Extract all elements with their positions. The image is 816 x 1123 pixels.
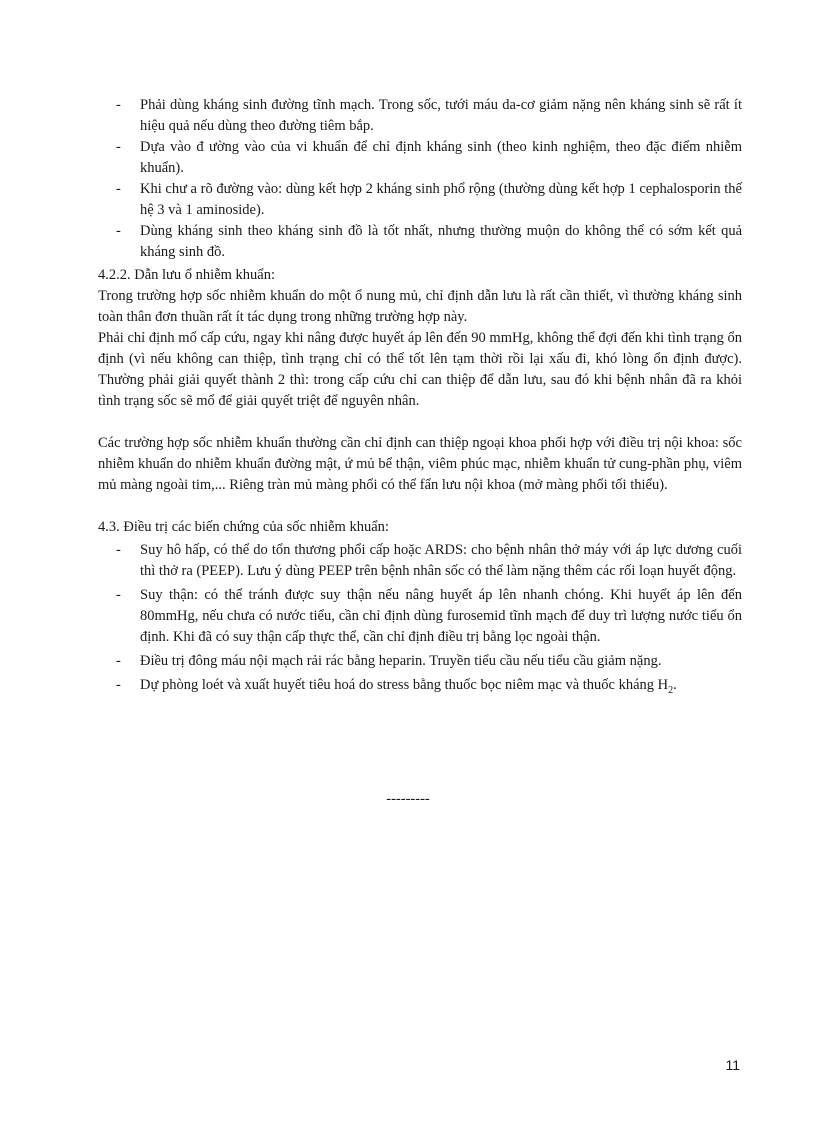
bullet-text: Phải dùng kháng sinh đường tĩnh mạch. Trong sốc, tưới máu da-cơ giảm nặng nên kháng sinh sẽ rất ít hiệu quả nếu dùng theo đường tiêm bắp. bbox=[140, 97, 742, 134]
bullet-item bbox=[116, 137, 742, 179]
section-heading-4-3: 4.3. Điều trị các biến chứng của sốc nhiễm khuẩn: bbox=[98, 519, 389, 535]
bullet-text: Suy hô hấp, có thể do tổn thương phổi cấp hoặc ARDS: cho bệnh nhân thở máy với áp lực dương cuối thì thở ra (PEEP). Lưu ý dùng PEEP trên bệnh nhân sốc có thể làm nặng thêm các rối loạn huyết động. bbox=[140, 542, 742, 579]
bullet-marker: - bbox=[116, 677, 121, 693]
antibiotic-bullet-list bbox=[116, 95, 742, 263]
bullet-text: Dùng kháng sinh theo kháng sinh đồ là tốt nhất, nhưng thường muộn do không thể có sớm kết quả kháng sinh đồ. bbox=[140, 223, 742, 260]
bullet-text: Điều trị đông máu nội mạch rải rác bằng heparin. Truyền tiểu cầu nếu tiểu cầu giảm nặng. bbox=[140, 653, 662, 669]
bullet-item bbox=[116, 179, 742, 221]
bullet-marker: - bbox=[116, 223, 121, 239]
bullet-text: Dự phòng loét và xuất huyết tiêu hoá do stress bằng thuốc bọc niêm mạc và thuốc kháng $H_2$. bbox=[140, 677, 677, 696]
bullet-item bbox=[116, 651, 742, 672]
bullet-marker: - bbox=[116, 181, 121, 197]
bullet-marker: - bbox=[116, 542, 121, 558]
bullet-text: Suy thận: có thể tránh được suy thận nếu nâng huyết áp lên nhanh chóng. Khi huyết áp lên đến 80mmHg, nếu chưa có nước tiểu, cần chỉ định dùng furosemid tĩnh mạch để duy trì lượng nước tiểu ổn định. Khi đã có suy thận cấp thực thể, cần chỉ định điều trị bằng lọc ngoài thận. bbox=[140, 587, 742, 645]
bullet-text: Khi chư a rõ đường vào: dùng kết hợp 2 kháng sinh phổ rộng (thường dùng kết hợp 1 cephalosporin thế hệ 3 và 1 aminoside). bbox=[140, 181, 742, 218]
bullet-text: Dựa vào đ ường vào của vi khuẩn để chỉ định kháng sinh (theo kinh nghiệm, theo đặc điểm nhiễm khuẩn). bbox=[140, 139, 742, 176]
bullet-marker: - bbox=[116, 653, 121, 669]
bullet-item bbox=[116, 221, 742, 263]
bullet-item bbox=[116, 95, 742, 137]
bullet-marker: - bbox=[116, 97, 121, 113]
bullet-marker: - bbox=[116, 139, 121, 155]
page-number: 11 bbox=[725, 1057, 740, 1073]
paragraph: Các trường hợp sốc nhiễm khuẩn thường cần chỉ định can thiệp ngoại khoa phối hợp với điều trị nội khoa: sốc nhiễm khuẩn do nhiễm khuẩn đường mật, ứ mủ bể thận, viêm phúc mạc, nhiễm khuẩn tử cung-phần phụ, viêm mủ màng ngoài tim,... Riêng tràn mủ màng phổi có thể fẩn lưu nội khoa (mở màng phổi tối thiểu). bbox=[98, 435, 742, 493]
paragraph: Phải chỉ định mổ cấp cứu, ngay khi nâng được huyết áp lên đến 90 mmHg, không thể đợi đến khi tình trạng ổn định (vì nếu không can thiệp, tình trạng chỉ có thể tốt lên tạm thời rồi lại xấu đi, khó lòng ổn định được). Thường phải giải quyết thành 2 thì: trong cấp cứu chỉ can thiệp để dẫn lưu, sau đó khi bệnh nhân đã ra khỏi tình trạng sốc sẽ mổ để giải quyết triệt để nguyên nhân. bbox=[98, 330, 742, 409]
bullet-item bbox=[116, 540, 742, 582]
subscript: 2 bbox=[668, 684, 674, 696]
bullet-item bbox=[116, 675, 742, 701]
complications-bullet-list bbox=[116, 540, 742, 701]
separator: --------- bbox=[386, 791, 430, 807]
bullet-item bbox=[116, 585, 742, 648]
paragraph: Trong trường hợp sốc nhiễm khuẩn do một ổ nung mủ, chỉ định dẫn lưu là rất cần thiết, vì thường kháng sinh toàn thân đơn thuần rất ít tác dụng trong những trường hợp này. bbox=[98, 288, 742, 325]
section-heading-4-2-2: 4.2.2. Dẫn lưu ổ nhiễm khuẩn: bbox=[98, 267, 276, 283]
bullet-marker: - bbox=[116, 587, 121, 603]
